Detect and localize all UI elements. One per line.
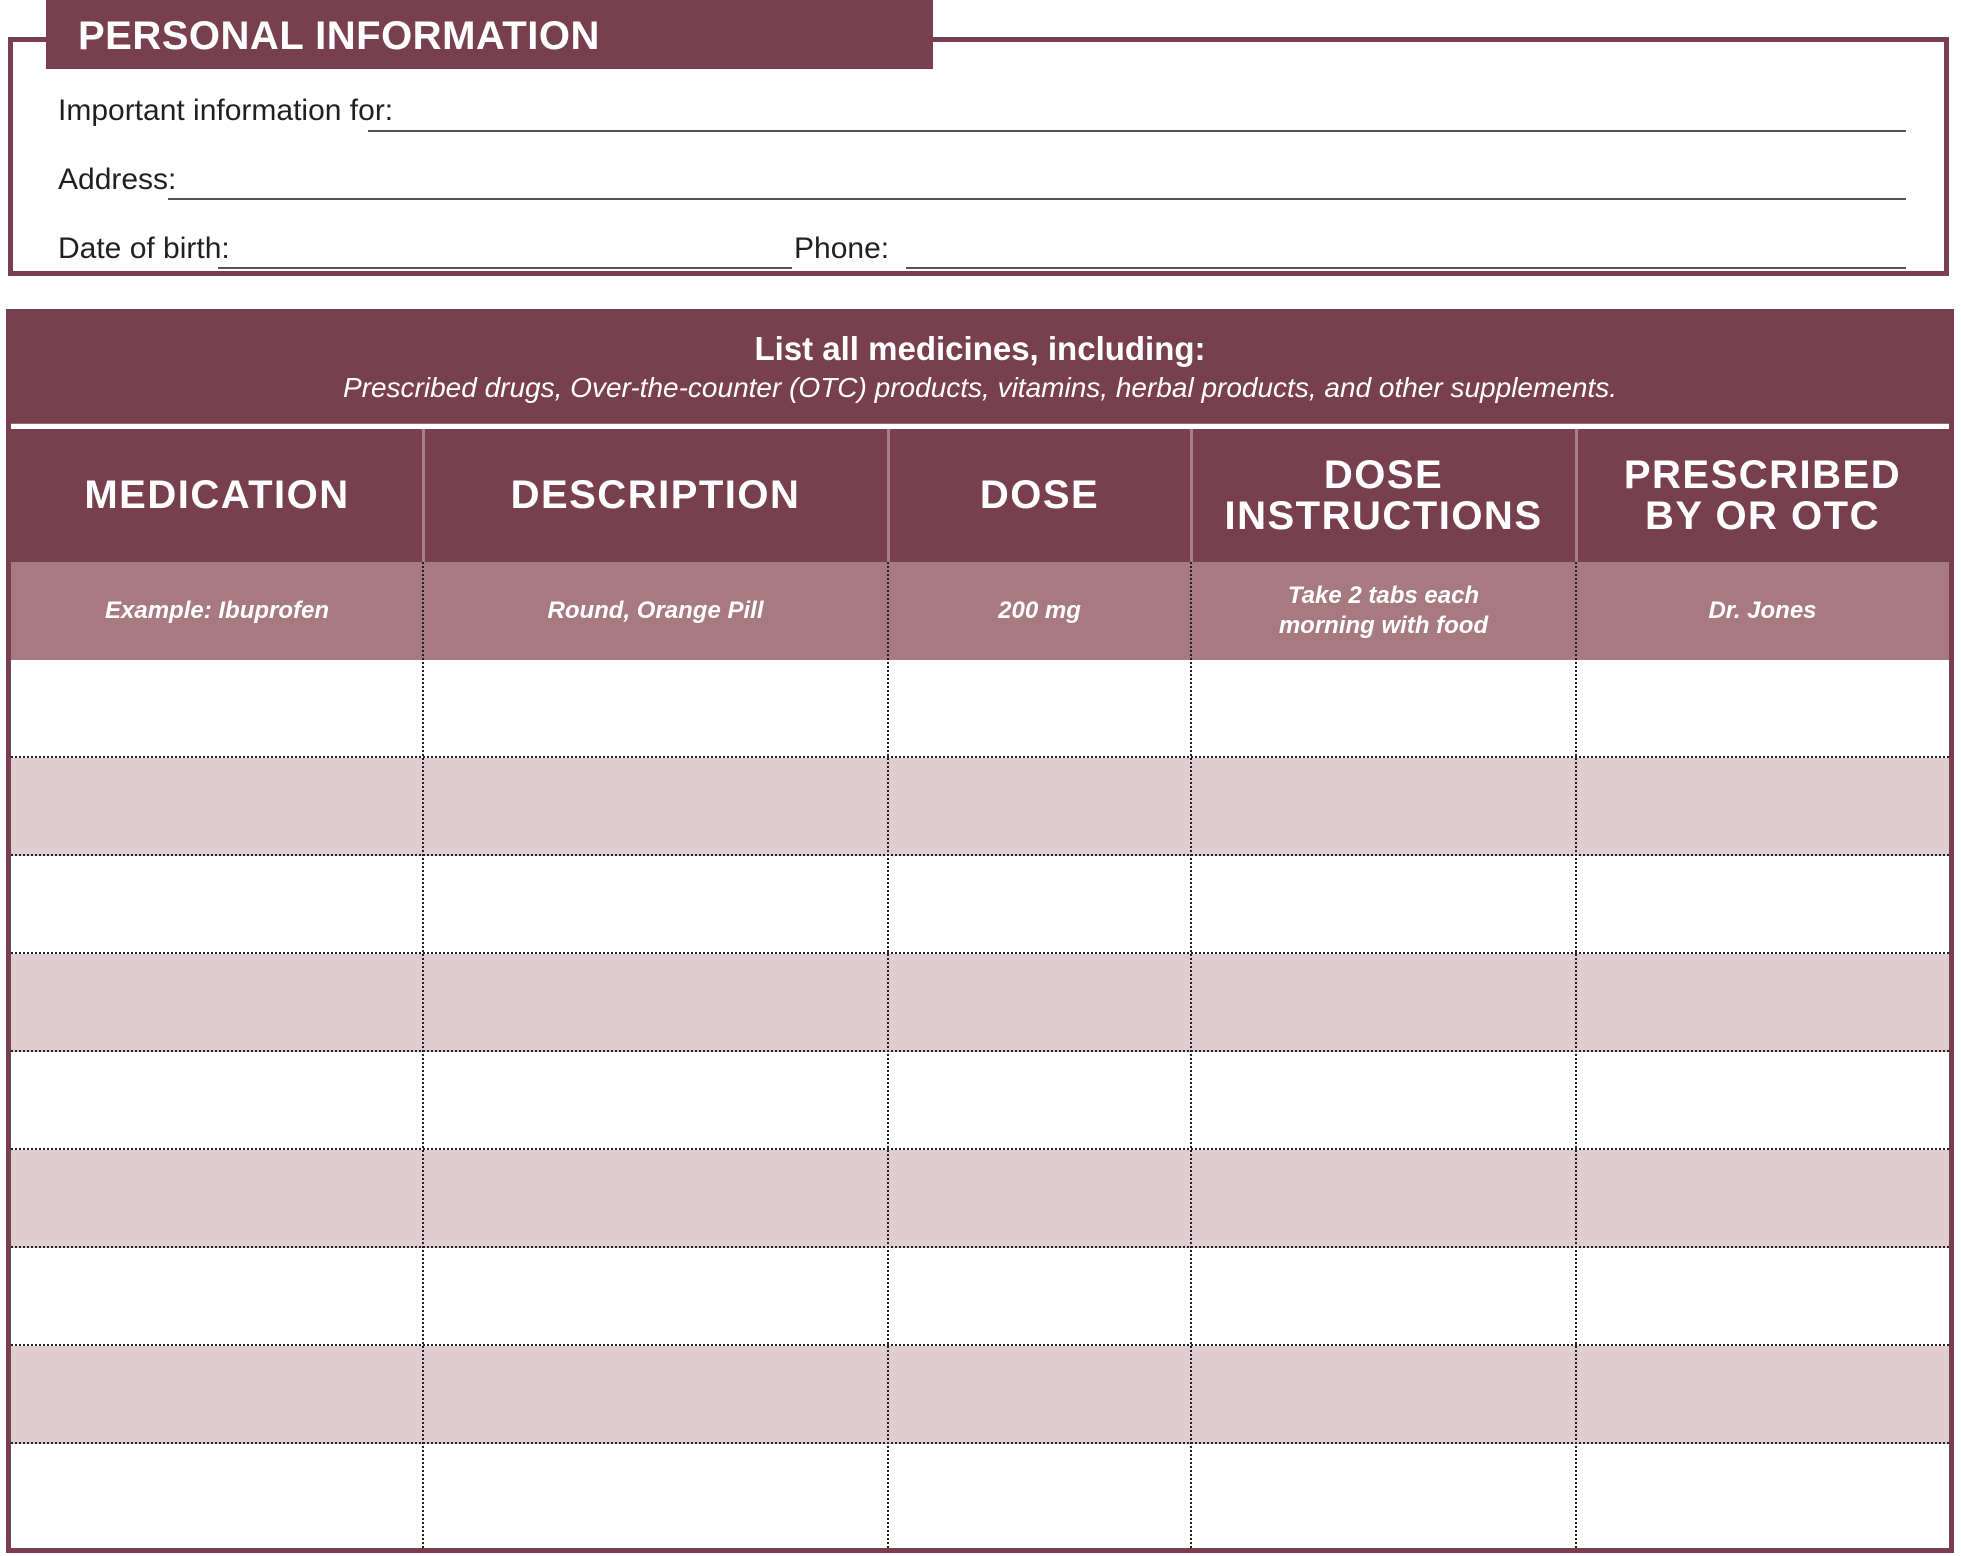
header-divider: [887, 429, 890, 562]
banner-subtitle: Prescribed drugs, Over-the-counter (OTC) products, vitamins, herbal products, and other supplements.: [342, 372, 1618, 403]
table-row[interactable]: [11, 1052, 1949, 1150]
column-divider: [1575, 562, 1577, 1548]
table-row[interactable]: [11, 1346, 1949, 1444]
header-divider: [1190, 429, 1193, 562]
example-dose: 200 mg: [998, 597, 1081, 624]
medicine-banner: [11, 314, 1949, 424]
example-instructions: Take 2 tabs each morning with food: [1278, 582, 1489, 639]
column-header-description: DESCRIPTION: [510, 473, 801, 517]
dob-field[interactable]: [218, 267, 792, 269]
table-row[interactable]: [11, 660, 1949, 758]
table-row[interactable]: [11, 1150, 1949, 1248]
table-row[interactable]: [11, 954, 1949, 1052]
column-header-dose-instructions: DOSE INSTRUCTIONS: [1224, 452, 1543, 538]
column-header-medication: MEDICATION: [84, 473, 350, 517]
important-info-field[interactable]: [368, 130, 1906, 132]
phone-field[interactable]: [906, 267, 1906, 269]
address-label: Address:: [58, 163, 177, 196]
column-divider: [887, 562, 889, 1548]
example-medication: Example: Ibuprofen: [104, 597, 330, 624]
important-info-label: Important information for:: [58, 94, 394, 127]
column-header-dose: DOSE: [979, 473, 1100, 517]
column-divider: [1190, 562, 1192, 1548]
header-divider: [1575, 429, 1578, 562]
table-row[interactable]: [11, 1248, 1949, 1346]
header-divider: [422, 429, 425, 562]
banner-title: List all medicines, including:: [754, 330, 1206, 367]
table-row[interactable]: [11, 758, 1949, 856]
example-prescribed: Dr. Jones: [1708, 597, 1817, 624]
dob-label: Date of birth:: [58, 232, 230, 265]
example-description: Round, Orange Pill: [547, 597, 764, 624]
medicine-list-table: [6, 309, 1954, 1553]
column-divider: [422, 562, 424, 1548]
address-field[interactable]: [168, 198, 1906, 200]
personal-info-section: [8, 37, 1949, 276]
table-row[interactable]: [11, 1444, 1949, 1548]
personal-info-title: PERSONAL INFORMATION: [46, 0, 933, 69]
table-row[interactable]: [11, 856, 1949, 954]
phone-label: Phone:: [794, 232, 890, 265]
column-header-prescribed: PRESCRIBED BY OR OTC: [1623, 452, 1902, 538]
